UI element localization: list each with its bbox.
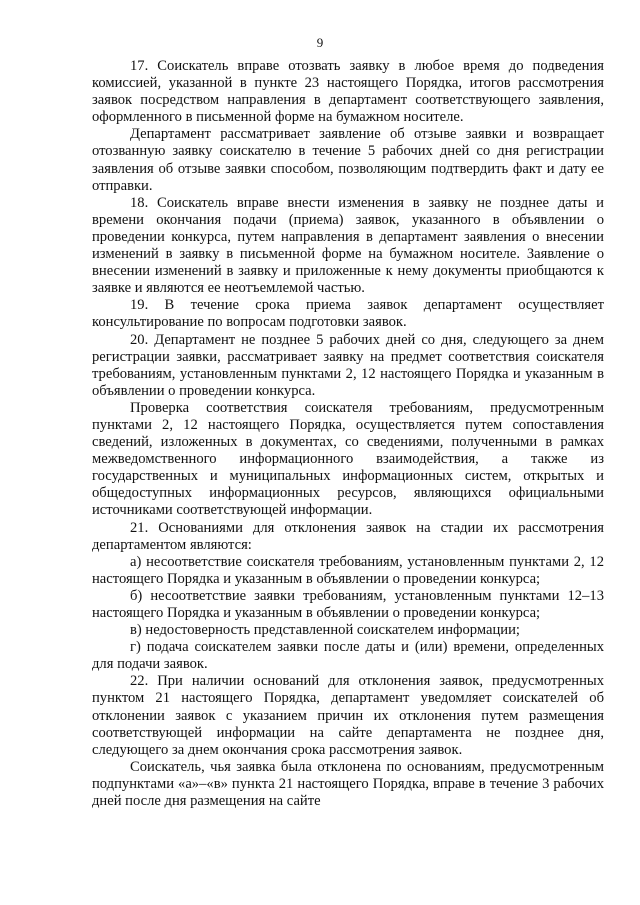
paragraph-21-g: г) подача соискателем заявки после даты и (или) времени, определенных для подачи заявок. [92,639,604,673]
paragraph-18: 18. Соискатель вправе внести изменения в заявку не позднее даты и времени окончания подачи (приема) заявок, указанного в объявлении о проведении конкурса, путем направления в департамент заявления о внесении изменений в заявку в письменной форме на бумажном носителе. Заявление о внесении изменений в заявку и приложенные к нему документы приобщаются к заявке и являются ее неотъемлемой частью. [92,194,604,297]
paragraph-21-a: а) несоответствие соискателя требованиям, установленным пунктами 2, 12 настоящего Порядка и указанным в объявлении о проведении конкурса; [92,553,604,587]
paragraph-21: 21. Основаниями для отклонения заявок на стадии их рассмотрения департаментом являются: [92,519,604,553]
paragraph-withdrawal-review: Департамент рассматривает заявление об отзыве заявки и возвращает отозванную заявку соискателю в течение 5 рабочих дней со дня регистрации заявления об отзыве заявки способом, позволяющим подтвердить факт и дату ее отправки. [92,126,604,194]
page-number: 9 [316,35,324,50]
paragraph-rejected-applicant: Соискатель, чья заявка была отклонена по основаниям, предусмотренным подпунктами «а»–«в» пункта 21 настоящего Порядка, вправе в течение 3 рабочих дней после дня размещения на сайте [92,758,604,810]
paragraph-17: 17. Соискатель вправе отозвать заявку в любое время до подведения комиссией, указанной в пункте 23 настоящего Порядка, итогов рассмотрения заявок посредством направления в департамент соответствующего заявления, оформленного в письменной форме на бумажном носителе. [92,58,604,126]
document-body [92,58,604,810]
paragraph-21-v: в) недостоверность представленной соискателем информации; [130,622,520,639]
paragraph-20: 20. Департамент не позднее 5 рабочих дней со дня, следующего за днем регистрации заявки, рассматривает заявку на предмет соответствия соискателя требованиям, установленным пунктами 2, 12 настоящего Порядка и указанным в объявлении о проведении конкурса. [92,331,604,399]
paragraph-22: 22. При наличии оснований для отклонения заявок, предусмотренных пунктом 21 настоящего Порядка, департамент уведомляет соискателей об отклонении заявок с указанием причин их отклонения путем размещения соответствующей информации на сайте департамента не позднее дня, следующего за днем окончания срока рассмотрения заявок. [92,673,604,758]
paragraph-21-b: б) несоответствие заявки требованиям, установленным пунктами 12–13 настоящего Порядка и указанным в объявлении о проведении конкурса; [92,587,604,621]
paragraph-compliance-check: Проверка соответствия соискателя требованиям, предусмотренным пунктами 2, 12 настоящего Порядка, осуществляется путем сопоставления сведений, изложенных в документах, со сведениями, полученными в рамках межведомственного информационного взаимодействия, а также из государственных и муниципальных информационных систем, открытых и общедоступных информационных ресурсов, являющихся официальными источниками соответствующей информации. [92,399,604,519]
paragraph-19: 19. В течение срока приема заявок департамент осуществляет консультирование по вопросам подготовки заявок. [92,297,604,331]
